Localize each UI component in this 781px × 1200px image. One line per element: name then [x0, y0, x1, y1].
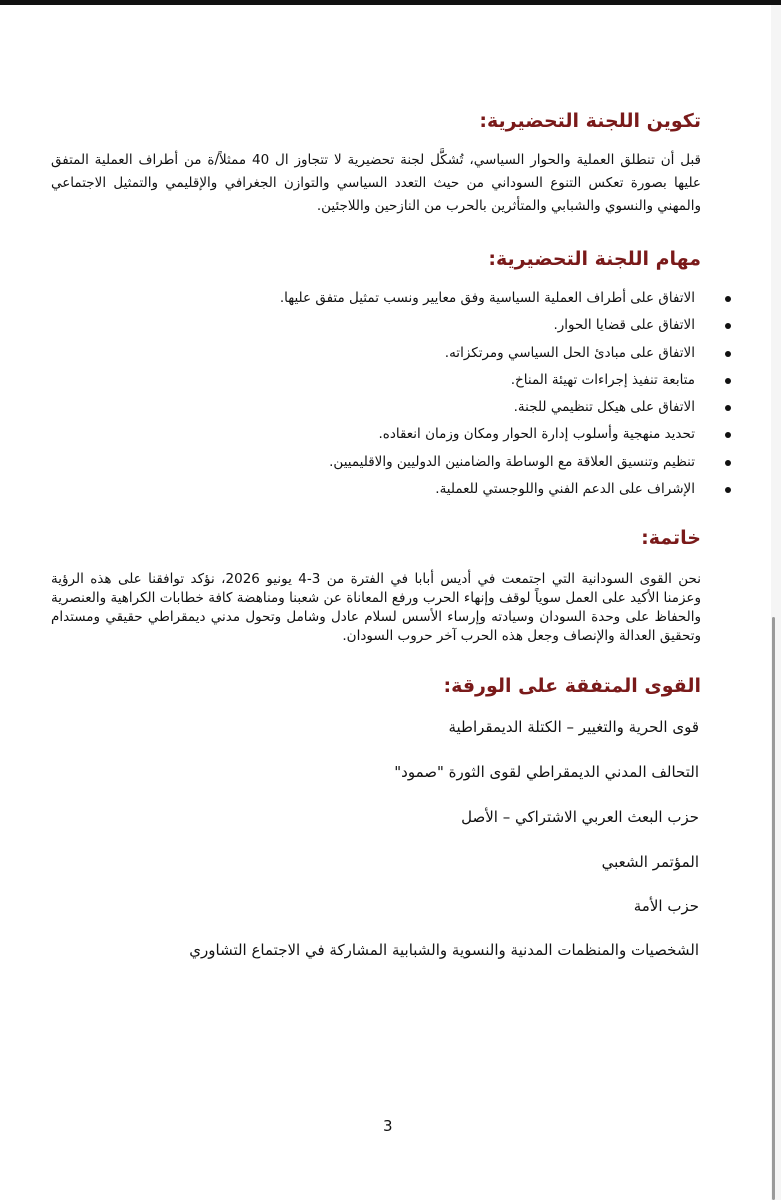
bullet-dot	[725, 351, 731, 357]
signatory-item: حزب البعث العربي الاشتراكي – الأصل	[461, 808, 699, 826]
signatory-item: المؤتمر الشعبي	[601, 853, 699, 871]
list-item-text: الاتفاق على هيكل تنظيمي للجنة.	[513, 399, 695, 416]
list-item	[31, 476, 731, 503]
list-item-text: الاتفاق على مبادئ الحل السياسي ومرتكزاته.	[444, 344, 695, 361]
list-item-text: الاتفاق على قضايا الحوار.	[553, 317, 695, 334]
paragraph-conclusion: نحن القوى السودانية التي اجتمعت في أديس أبابا في الفترة من 3-4 يونيو 2026، نؤكد توافقنا على هذه الرؤية وعزمنا الأكيد على العمل سوياً لوقف وإنهاء الحرب ورفع المعاناة عن شعبنا ومناهضة كافة خطابات الكراهية والعنصرية والحفاظ على وحدة السودان وسيادته وإرساء الأسس لسلام عادل وشامل وتحول مدني ديمقراطي حقيقي ومستدام وتحقيق العدالة والإنصاف وجعل هذه الحرب آخر حروب السودان.	[51, 571, 701, 644]
heading-conclusion: خاتمة:	[641, 527, 701, 549]
list-item	[31, 285, 731, 312]
bullet-dot	[725, 487, 731, 493]
scrollbar-thumb[interactable]	[772, 617, 775, 1200]
list-item	[31, 312, 731, 339]
bullet-dot	[725, 296, 731, 302]
list-item-text: الإشراف على الدعم الفني واللوجستي للعملية.	[435, 481, 695, 498]
bullet-dot	[725, 432, 731, 438]
heading-signatories: القوى المتفقة على الورقة:	[443, 675, 701, 697]
signatory-item: التحالف المدني الديمقراطي لقوى الثورة "صمود"	[394, 763, 699, 781]
list-item-text: الاتفاق على أطراف العملية السياسية وفق معايير ونسب تمثيل متفق عليها.	[279, 290, 695, 306]
list-item	[31, 394, 731, 421]
bullet-dot	[725, 405, 731, 411]
signatory-item: قوى الحرية والتغيير – الكتلة الديمقراطية	[448, 718, 699, 736]
list-item	[31, 367, 731, 394]
list-item	[31, 421, 731, 448]
signatory-item: الشخصيات والمنظمات المدنية والنسوية والشبابية المشاركة في الاجتماع التشاوري	[189, 941, 699, 959]
list-item-text: تحديد منهجية وأسلوب إدارة الحوار ومكان وزمان انعقاده.	[378, 426, 695, 443]
vertical-scrollbar[interactable]	[771, 617, 781, 1200]
list-item-text: متابعة تنفيذ إجراءات تهيئة المناخ.	[510, 371, 695, 388]
bullet-dot	[725, 460, 731, 466]
list-committee-tasks	[31, 285, 731, 503]
heading-committee-tasks: مهام اللجنة التحضيرية:	[488, 248, 701, 270]
page-number: 3	[383, 1117, 393, 1135]
bullet-dot	[725, 378, 731, 384]
list-item	[31, 340, 731, 367]
list-item-text: تنظيم وتنسيق العلاقة مع الوساطة والضامنين الدوليين والاقليميين.	[329, 453, 695, 470]
signatory-item: حزب الأمة	[633, 897, 699, 915]
paragraph-committee-formation: قبل أن تنطلق العملية والحوار السياسي، تُشكَّل لجنة تحضيرية لا تتجاوز ال 40 ممثلاً/ة من أطراف العملية المتفق عليها بصورة تعكس التنوع السوداني من حيث التعدد السياسي والتوازن الجغرافي والإقليمي والتمثيل الاجتماعي والمهني والنسوي والشبابي والمتأثرين بالحرب من النازحين واللاجئين.	[51, 152, 701, 214]
bullet-dot	[725, 323, 731, 329]
heading-committee-formation: تكوين اللجنة التحضيرية:	[479, 110, 701, 132]
document-page	[0, 5, 771, 1200]
list-item	[31, 449, 731, 476]
